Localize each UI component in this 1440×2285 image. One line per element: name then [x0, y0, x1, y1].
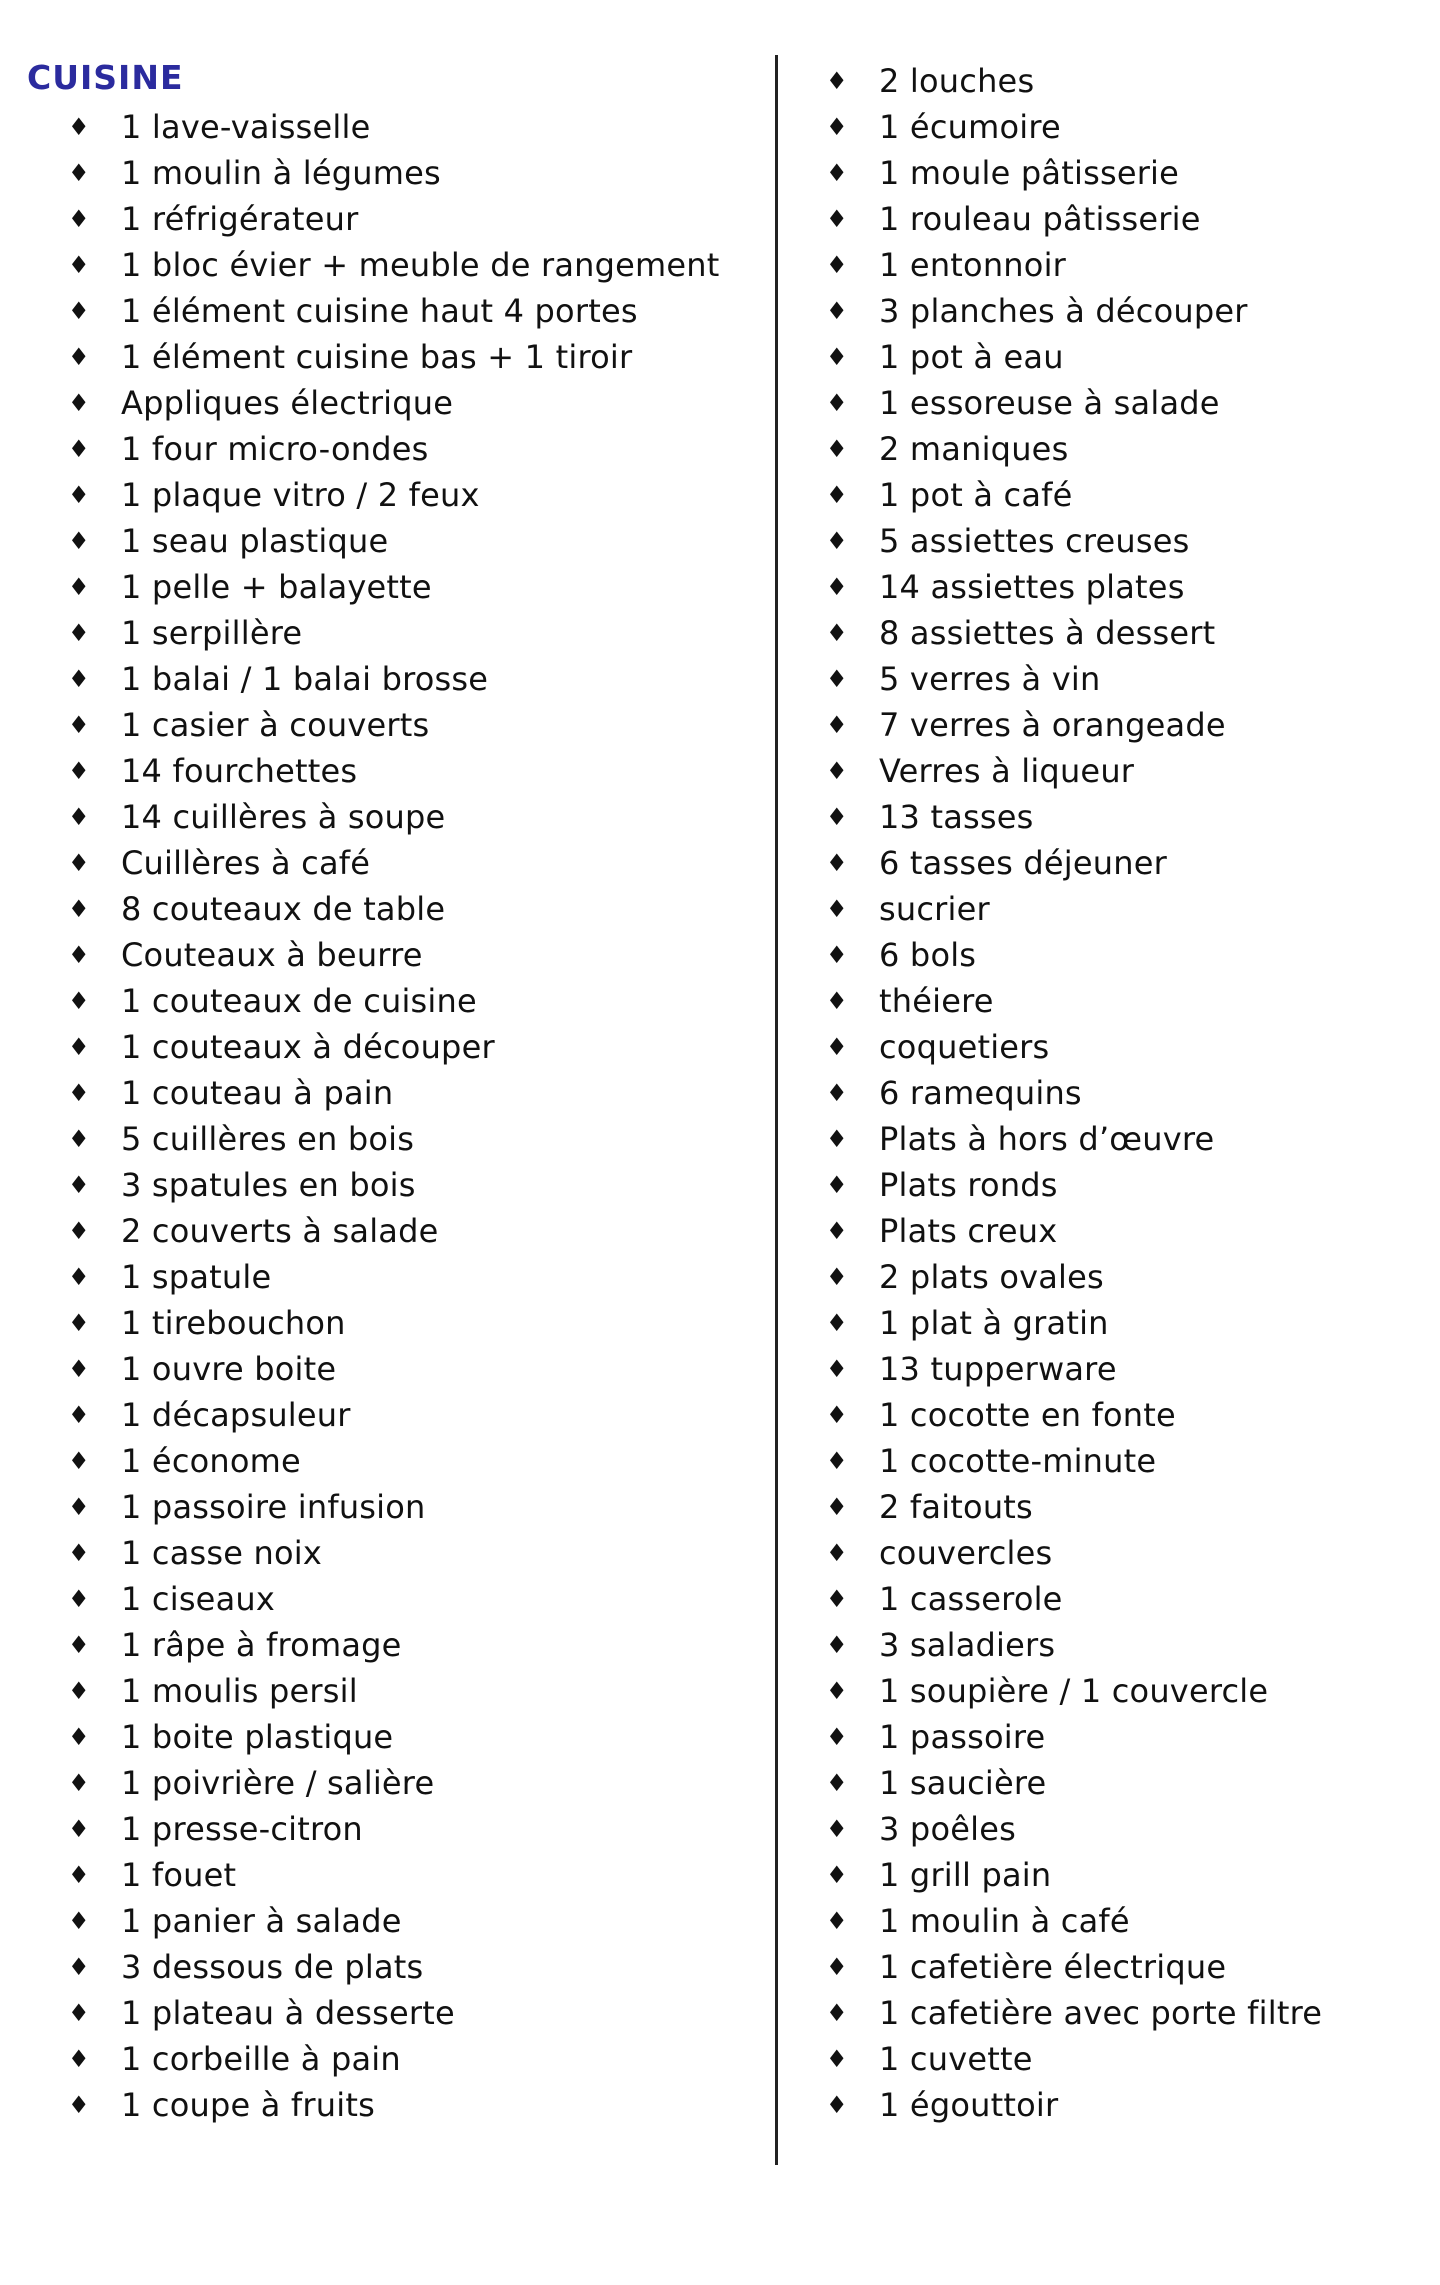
diamond-bullet-icon: ♦	[826, 2091, 848, 2119]
diamond-bullet-icon: ♦	[68, 619, 90, 647]
diamond-bullet-icon: ♦	[826, 67, 848, 95]
item-label: 1 plateau à desserte	[121, 1994, 455, 2032]
diamond-bullet-icon: ♦	[826, 251, 848, 279]
diamond-bullet-icon: ♦	[68, 1033, 90, 1061]
item-label: 6 tasses déjeuner	[879, 844, 1167, 882]
diamond-bullet-icon: ♦	[826, 2045, 848, 2073]
item-label: 1 couteaux à découper	[121, 1028, 495, 1066]
diamond-bullet-icon: ♦	[68, 895, 90, 923]
diamond-bullet-icon: ♦	[68, 1309, 90, 1337]
item-label: 8 assiettes à dessert	[879, 614, 1216, 652]
diamond-bullet-icon: ♦	[68, 1539, 90, 1567]
item-label: Appliques électrique	[121, 384, 454, 422]
item-label: 1 égouttoir	[879, 2086, 1059, 2124]
diamond-bullet-icon: ♦	[68, 1999, 90, 2027]
diamond-bullet-icon: ♦	[826, 1631, 848, 1659]
item-label: 1 casse noix	[121, 1534, 323, 1572]
item-label: 1 économe	[121, 1442, 301, 1480]
diamond-bullet-icon: ♦	[826, 1309, 848, 1337]
item-label: 1 écumoire	[879, 108, 1061, 146]
item-label: 1 tirebouchon	[121, 1304, 346, 1342]
item-label: Plats à hors d’œuvre	[879, 1120, 1215, 1158]
diamond-bullet-icon: ♦	[826, 1677, 848, 1705]
item-label: 1 balai / 1 balai brosse	[121, 660, 489, 698]
item-label: 1 grill pain	[879, 1856, 1052, 1894]
item-label: 1 cocotte-minute	[879, 1442, 1157, 1480]
item-label: 1 rouleau pâtisserie	[879, 200, 1201, 238]
diamond-bullet-icon: ♦	[68, 849, 90, 877]
diamond-bullet-icon: ♦	[826, 1079, 848, 1107]
diamond-bullet-icon: ♦	[826, 1815, 848, 1843]
diamond-bullet-icon: ♦	[68, 573, 90, 601]
diamond-bullet-icon: ♦	[68, 757, 90, 785]
item-label: 1 élément cuisine bas + 1 tiroir	[121, 338, 633, 376]
item-label: théiere	[879, 982, 994, 1020]
item-label: 1 panier à salade	[121, 1902, 402, 1940]
item-label: 1 cuvette	[879, 2040, 1033, 2078]
diamond-bullet-icon: ♦	[826, 1125, 848, 1153]
item-label: 1 boite plastique	[121, 1718, 394, 1756]
diamond-bullet-icon: ♦	[826, 435, 848, 463]
item-label: 1 passoire infusion	[121, 1488, 426, 1526]
diamond-bullet-icon: ♦	[826, 711, 848, 739]
item-label: couvercles	[879, 1534, 1053, 1572]
item-label: 3 planches à découper	[879, 292, 1248, 330]
item-label: 1 ouvre boite	[121, 1350, 337, 1388]
item-label: 1 entonnoir	[879, 246, 1067, 284]
diamond-bullet-icon: ♦	[826, 1723, 848, 1751]
diamond-bullet-icon: ♦	[68, 343, 90, 371]
diamond-bullet-icon: ♦	[68, 987, 90, 1015]
item-label: 1 coupe à fruits	[121, 2086, 375, 2124]
diamond-bullet-icon: ♦	[68, 297, 90, 325]
diamond-bullet-icon: ♦	[826, 1263, 848, 1291]
item-label: 1 passoire	[879, 1718, 1046, 1756]
item-label: 1 cafetière électrique	[879, 1948, 1227, 1986]
diamond-bullet-icon: ♦	[68, 1907, 90, 1935]
diamond-bullet-icon: ♦	[68, 1861, 90, 1889]
diamond-bullet-icon: ♦	[68, 1079, 90, 1107]
diamond-bullet-icon: ♦	[826, 297, 848, 325]
diamond-bullet-icon: ♦	[68, 1171, 90, 1199]
item-label: 1 plat à gratin	[879, 1304, 1109, 1342]
diamond-bullet-icon: ♦	[826, 389, 848, 417]
item-label: 1 réfrigérateur	[121, 200, 359, 238]
diamond-bullet-icon: ♦	[68, 1217, 90, 1245]
diamond-bullet-icon: ♦	[826, 1999, 848, 2027]
item-label: 1 pot à eau	[879, 338, 1064, 376]
diamond-bullet-icon: ♦	[826, 941, 848, 969]
item-label: 1 fouet	[121, 1856, 237, 1894]
diamond-bullet-icon: ♦	[826, 849, 848, 877]
item-label: 6 ramequins	[879, 1074, 1082, 1112]
item-label: Cuillères à café	[121, 844, 371, 882]
item-label: 1 moulin à café	[879, 1902, 1130, 1940]
diamond-bullet-icon: ♦	[68, 205, 90, 233]
item-label: 5 cuillères en bois	[121, 1120, 415, 1158]
diamond-bullet-icon: ♦	[826, 573, 848, 601]
diamond-bullet-icon: ♦	[826, 619, 848, 647]
diamond-bullet-icon: ♦	[68, 1447, 90, 1475]
diamond-bullet-icon: ♦	[68, 251, 90, 279]
diamond-bullet-icon: ♦	[68, 1769, 90, 1797]
item-label: 3 saladiers	[879, 1626, 1056, 1664]
diamond-bullet-icon: ♦	[68, 941, 90, 969]
diamond-bullet-icon: ♦	[826, 1171, 848, 1199]
diamond-bullet-icon: ♦	[68, 803, 90, 831]
diamond-bullet-icon: ♦	[826, 1033, 848, 1061]
diamond-bullet-icon: ♦	[826, 1907, 848, 1935]
item-label: 13 tasses	[879, 798, 1034, 836]
item-label: 7 verres à orangeade	[879, 706, 1226, 744]
diamond-bullet-icon: ♦	[826, 1861, 848, 1889]
item-label: 1 soupière / 1 couvercle	[879, 1672, 1269, 1710]
diamond-bullet-icon: ♦	[826, 1355, 848, 1383]
item-label: 2 louches	[879, 62, 1035, 100]
diamond-bullet-icon: ♦	[68, 389, 90, 417]
item-label: 1 corbeille à pain	[121, 2040, 401, 2078]
item-label: 2 faitouts	[879, 1488, 1033, 1526]
item-label: 1 couteau à pain	[121, 1074, 394, 1112]
item-label: coquetiers	[879, 1028, 1050, 1066]
item-label: 1 ciseaux	[121, 1580, 276, 1618]
item-label: 2 maniques	[879, 430, 1069, 468]
item-label: 1 cafetière avec porte filtre	[879, 1994, 1323, 2032]
diamond-bullet-icon: ♦	[826, 1953, 848, 1981]
diamond-bullet-icon: ♦	[68, 1631, 90, 1659]
item-label: 1 essoreuse à salade	[879, 384, 1220, 422]
diamond-bullet-icon: ♦	[826, 159, 848, 187]
diamond-bullet-icon: ♦	[68, 1355, 90, 1383]
item-label: 1 saucière	[879, 1764, 1047, 1802]
item-label: 3 poêles	[879, 1810, 1016, 1848]
item-label: Couteaux à beurre	[121, 936, 423, 974]
diamond-bullet-icon: ♦	[68, 481, 90, 509]
diamond-bullet-icon: ♦	[826, 205, 848, 233]
diamond-bullet-icon: ♦	[68, 1263, 90, 1291]
diamond-bullet-icon: ♦	[826, 1493, 848, 1521]
diamond-bullet-icon: ♦	[826, 757, 848, 785]
diamond-bullet-icon: ♦	[68, 665, 90, 693]
diamond-bullet-icon: ♦	[826, 481, 848, 509]
item-label: 1 décapsuleur	[121, 1396, 351, 1434]
diamond-bullet-icon: ♦	[68, 2045, 90, 2073]
diamond-bullet-icon: ♦	[68, 1585, 90, 1613]
diamond-bullet-icon: ♦	[68, 1125, 90, 1153]
diamond-bullet-icon: ♦	[68, 1493, 90, 1521]
item-label: 1 poivrière / salière	[121, 1764, 435, 1802]
diamond-bullet-icon: ♦	[68, 527, 90, 555]
diamond-bullet-icon: ♦	[826, 113, 848, 141]
diamond-bullet-icon: ♦	[68, 1953, 90, 1981]
diamond-bullet-icon: ♦	[826, 343, 848, 371]
item-label: 1 bloc évier + meuble de rangement	[121, 246, 720, 284]
item-label: 1 serpillère	[121, 614, 303, 652]
diamond-bullet-icon: ♦	[68, 2091, 90, 2119]
diamond-bullet-icon: ♦	[826, 895, 848, 923]
item-label: 1 couteaux de cuisine	[121, 982, 477, 1020]
diamond-bullet-icon: ♦	[826, 527, 848, 555]
diamond-bullet-icon: ♦	[826, 1585, 848, 1613]
diamond-bullet-icon: ♦	[826, 987, 848, 1015]
item-label: 3 spatules en bois	[121, 1166, 416, 1204]
item-label: 6 bols	[879, 936, 977, 974]
diamond-bullet-icon: ♦	[826, 1217, 848, 1245]
diamond-bullet-icon: ♦	[68, 113, 90, 141]
item-label: 14 cuillères à soupe	[121, 798, 446, 836]
diamond-bullet-icon: ♦	[68, 711, 90, 739]
item-label: Verres à liqueur	[879, 752, 1135, 790]
item-label: 1 presse-citron	[121, 1810, 363, 1848]
item-label: 14 fourchettes	[121, 752, 358, 790]
item-label: 3 dessous de plats	[121, 1948, 424, 1986]
item-label: 1 élément cuisine haut 4 portes	[121, 292, 638, 330]
item-label: 8 couteaux de table	[121, 890, 446, 928]
diamond-bullet-icon: ♦	[68, 159, 90, 187]
item-label: 1 casier à couverts	[121, 706, 430, 744]
item-label: 1 casserole	[879, 1580, 1063, 1618]
item-label: 1 plaque vitro / 2 feux	[121, 476, 480, 514]
item-label: sucrier	[879, 890, 990, 928]
item-label: 1 moule pâtisserie	[879, 154, 1180, 192]
item-label: 1 pelle + balayette	[121, 568, 432, 606]
section-title: CUISINE	[27, 58, 184, 97]
item-label: 1 seau plastique	[121, 522, 389, 560]
diamond-bullet-icon: ♦	[826, 1769, 848, 1797]
item-label: 1 four micro-ondes	[121, 430, 429, 468]
diamond-bullet-icon: ♦	[826, 665, 848, 693]
item-label: 1 moulis persil	[121, 1672, 358, 1710]
column-divider	[775, 55, 778, 2165]
item-label: 2 couverts à salade	[121, 1212, 439, 1250]
item-label: 1 cocotte en fonte	[879, 1396, 1176, 1434]
item-label: Plats ronds	[879, 1166, 1058, 1204]
diamond-bullet-icon: ♦	[68, 1677, 90, 1705]
diamond-bullet-icon: ♦	[68, 1815, 90, 1843]
item-label: 5 assiettes creuses	[879, 522, 1190, 560]
diamond-bullet-icon: ♦	[68, 1401, 90, 1429]
item-label: 14 assiettes plates	[879, 568, 1185, 606]
diamond-bullet-icon: ♦	[826, 1401, 848, 1429]
diamond-bullet-icon: ♦	[68, 1723, 90, 1751]
item-label: 1 pot à café	[879, 476, 1073, 514]
item-label: 13 tupperware	[879, 1350, 1117, 1388]
diamond-bullet-icon: ♦	[826, 1539, 848, 1567]
item-label: 5 verres à vin	[879, 660, 1101, 698]
item-label: 1 lave-vaisselle	[121, 108, 371, 146]
item-label: Plats creux	[879, 1212, 1058, 1250]
item-label: 2 plats ovales	[879, 1258, 1104, 1296]
item-label: 1 râpe à fromage	[121, 1626, 402, 1664]
diamond-bullet-icon: ♦	[826, 1447, 848, 1475]
diamond-bullet-icon: ♦	[826, 803, 848, 831]
diamond-bullet-icon: ♦	[68, 435, 90, 463]
item-label: 1 spatule	[121, 1258, 272, 1296]
item-label: 1 moulin à légumes	[121, 154, 441, 192]
